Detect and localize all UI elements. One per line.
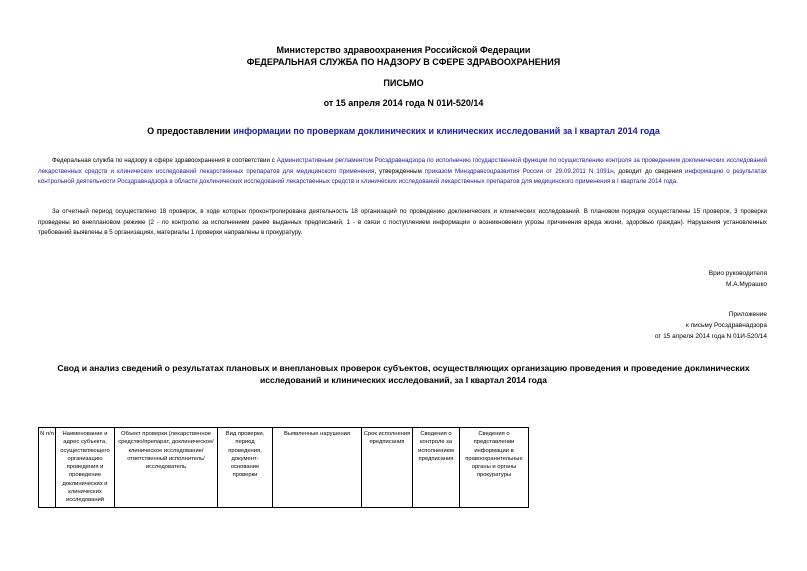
col-violations: Выявленные нарушения <box>273 428 362 508</box>
signature-name: М.А.Мурашко <box>725 281 767 288</box>
subject-line <box>0 126 807 136</box>
subject-prefix: О предоставлении <box>147 126 234 136</box>
subject-link[interactable]: информации по проверкам доклинических и клинических исследований за I квартал 2014 года <box>233 126 660 136</box>
paragraph-2: За отчетный период осуществлено 18 проверок, в ходе которых проконтролирована деятельность 18 организаций по проведению доклинических и клинических исследований. В плановом порядке осуществлены 15 проверок, 3 проверки проведены во внеплановом режиме (2 - по контролю за исполнением ранее выданных предписаний, 1 - в связи с поступлением информации о возникновении угрозы причинения вреда жизни, здоровью граждан). Нарушения установленных требований выявлены в 5 организациях, материалы 1 проверки направлены в прокуратуру. <box>38 208 767 236</box>
appendix-block <box>655 309 767 342</box>
p1-text-d: . <box>676 178 678 185</box>
appendix-date: от 15 апреля 2014 года N 01И-520/14 <box>654 333 767 340</box>
p1-text-a: Федеральная служба по надзору в сфере здравоохранения в соответствии с <box>52 157 277 164</box>
paragraph-1 <box>38 156 767 188</box>
appendix-label: Приложение <box>728 311 767 318</box>
regulation-link[interactable]: Административным регламентом Росздравнадзора по исполнению государственной функции по осуществлению контроля за проведением доклинических исследований лекарственных средств и клинических исследований лекарственных препаратов для медицинского применения <box>38 157 768 175</box>
signature-block <box>709 268 767 290</box>
p1-text-c: , доводит до сведения <box>613 167 686 175</box>
col-deadline: Срок исполнения предписания <box>362 428 413 508</box>
doc-date: от 15 апреля 2014 года N 01И-520/14 <box>323 98 484 108</box>
table-header-row <box>39 428 529 508</box>
order-link[interactable]: приказом Минздравсоцразвития России от 29.09.2011 N 1091н <box>424 167 614 175</box>
col-type: Вид проверки, период проведения, документ-основание проверки <box>218 428 273 508</box>
doc-type: ПИСЬМО <box>383 78 424 88</box>
col-object: Объект проверки (лекарственное средство/препарат, доклиническое/клиническое исследование/ответственный исполнитель/исследователь <box>115 428 218 508</box>
signature-role: Врио руководителя <box>708 270 767 277</box>
inspection-table <box>38 427 529 508</box>
table-title: Свод и анализ сведений о результатах плановых и внеплановых проверок субъектов, осуществляющих организацию проведения и проведение доклинических исследований и клинических исследований, за I квартал 2014 года <box>57 363 750 385</box>
service-name: ФЕДЕРАЛЬНАЯ СЛУЖБА ПО НАДЗОРУ В СФЕРЕ ЗДРАВООХРАНЕНИЯ <box>246 57 561 67</box>
info-link[interactable]: информацию о результатах контрольной деятельности Росздравнадзора в области доклинических исследований лекарственных средств и клинических исследований лекарственных препаратов для медицинского применения в I квартале 2014 года <box>38 167 767 185</box>
ministry-name: Министерство здравоохранения Российской Федерации <box>276 45 531 55</box>
col-subject: Наименование и адрес субъекта, осуществляющего организацию проведения и проведение доклинических и клинических исследований <box>56 428 115 508</box>
col-number: N п/п <box>39 428 56 508</box>
p1-text-b: , утвержденным <box>374 167 425 175</box>
appendix-ref: к письму Росздравнадзора <box>685 322 767 329</box>
col-prosecution: Сведения о представлении информации в правоохранительные органы и органы прокуратуры <box>460 428 529 508</box>
col-control: Сведения о контроле за исполнением предписания <box>413 428 460 508</box>
